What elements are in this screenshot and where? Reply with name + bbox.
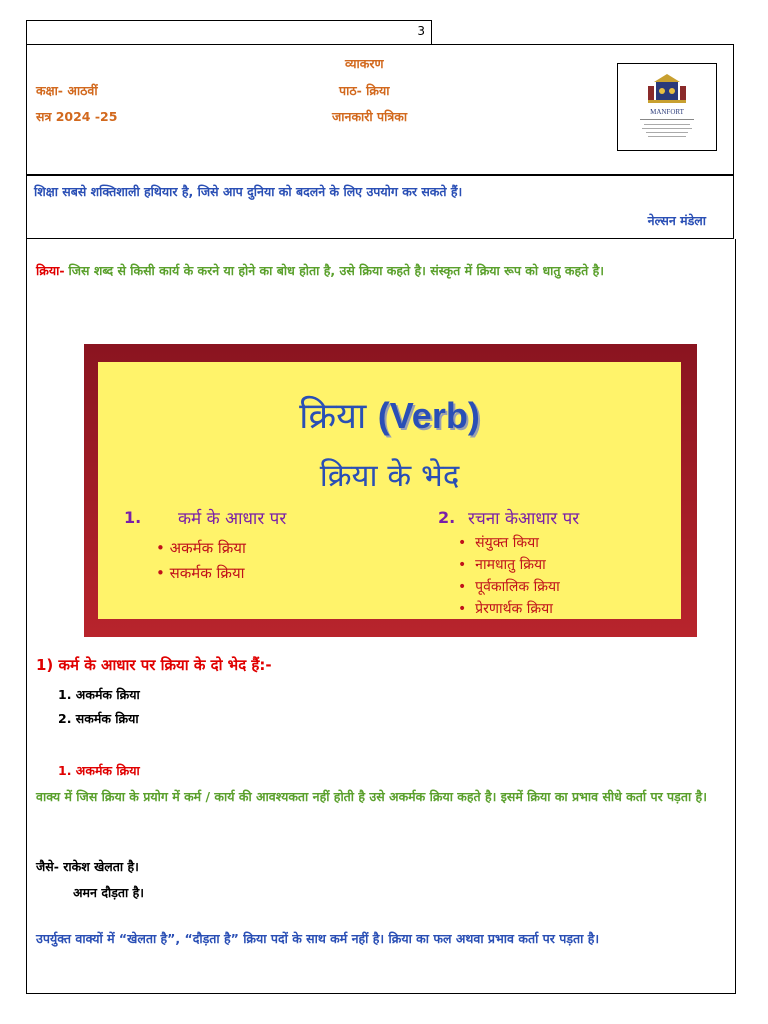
definition-body: जिस शब्द से किसी कार्य के करने या होने का बोध होता है, उसे क्रिया कहते है। संस्कृत में क्रिया रूप को धातु कहते है। [68,263,604,278]
banner-col1-item: • सकर्मक क्रिया [156,564,245,582]
subject-label: व्याकरण [345,56,384,71]
banner-col2-number: 2. [438,508,456,527]
banner-col1-number: 1. [124,508,142,527]
definition-term: क्रिया- [36,263,65,278]
banner-col2-list [458,532,560,620]
lesson-label: पाठ- क्रिया [339,83,390,98]
example-2: अमन दौड़ता है। [73,885,144,900]
definition-paragraph [36,258,724,284]
quote-author: नेल्सन मंडेला [647,213,706,228]
section1-heading: 1) कर्म के आधार पर क्रिया के दो भेद हैं:- [36,656,272,674]
banner-col2-item: • प्रेरणार्थक क्रिया [458,601,553,617]
session-label: सत्र 2024 -25 [36,109,118,124]
class-label: कक्षा- आठवीं [36,83,98,98]
banner-panel [98,362,681,619]
page-number-box [26,20,432,45]
banner-title [98,390,681,439]
banner-col2-item: • पूर्वकालिक क्रिया [458,579,560,595]
banner-col2-item: • नामधातु क्रिया [458,557,546,573]
banner-subtitle: क्रिया के भेद [319,458,460,494]
banner-title-english: (Verb) [377,395,480,436]
doc-type-label: जानकारी पत्रिका [332,109,408,124]
akarmak-explanation: उपर्युक्त वाक्यों में “खेलता है”, “दौड़ता है” क्रिया पदों के साथ कर्म नहीं है। क्रिया का फल अथवा प्रभाव कर्ता पर पड़ता है। [36,931,600,946]
banner-col1-heading: कर्म के आधार पर [178,509,287,529]
banner-col1-item: • अकर्मक क्रिया [156,539,246,557]
banner-col2-heading: रचना केआधार पर [468,509,580,529]
section1-item: 2. सकर्मक क्रिया [58,711,139,726]
logo-text: MANFORT [650,108,684,116]
page-number: 3 [417,24,425,38]
akarmak-body: वाक्य में जिस क्रिया के प्रयोग में कर्म / कार्य की आवश्यकता नहीं होती है उसे अकर्मक क्रिया कहते है। इसमें क्रिया का प्रभाव सीधे कर्ता पर पड़ता है। [36,789,707,804]
verb-types-banner [84,344,697,637]
akarmak-heading: 1. अकर्मक क्रिया [58,763,140,778]
quote-text: शिक्षा सबसे शक्तिशाली हथियार है, जिसे आप दुनिया को बदलने के लिए उपयोग कर सकते हैं। [34,184,463,199]
section1-item: 1. अकर्मक क्रिया [58,687,140,702]
banner-title-hindi: क्रिया [299,396,367,437]
example-1: जैसे- राकेश खेलता है। [36,859,139,874]
school-logo [617,63,717,151]
banner-col1-list [156,536,246,586]
banner-col2-item: • संयुक्त किया [458,535,539,551]
